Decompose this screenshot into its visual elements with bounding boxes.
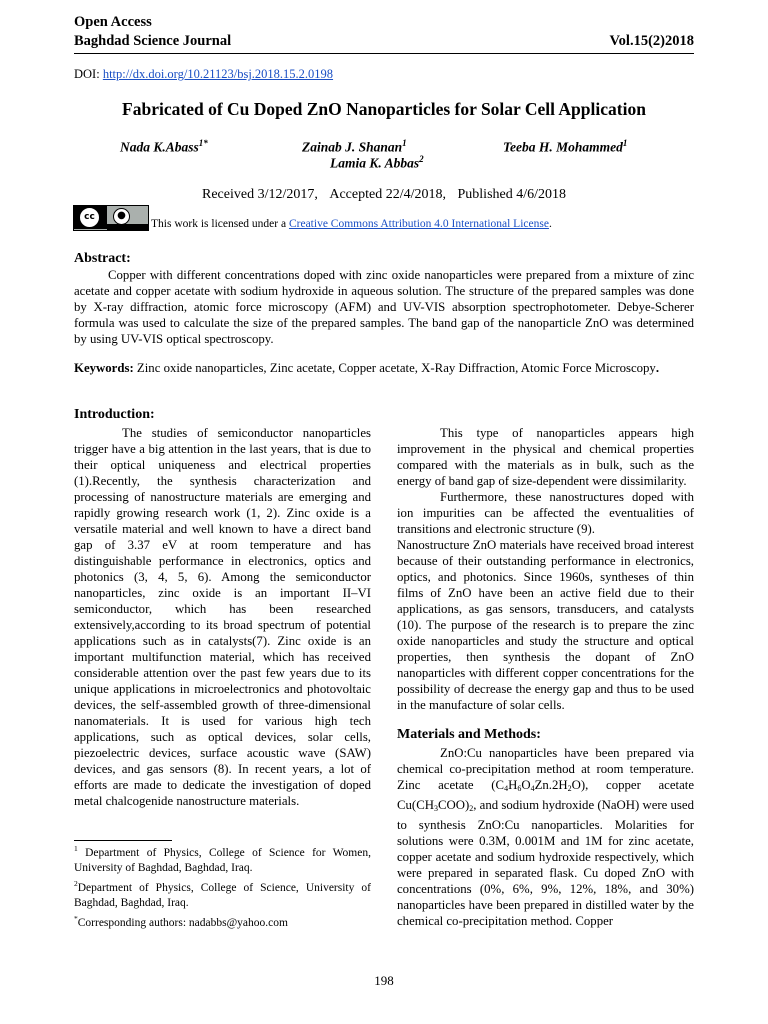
- by-bar: [107, 224, 148, 230]
- author-4: Lamia K. Abbas$^2$: [330, 154, 424, 171]
- abstract-heading: Abstract:: [74, 251, 131, 266]
- doi-line: [74, 67, 333, 82]
- intro-paragraph-4: Nanostructure ZnO materials have received broad interest because of their outstanding performance in electronics, optics, and photonics. Since 1960s, syntheses of thin films of ZnO have been an active field due to their applications, as gas sensors, transducers, and catalysts (10). The purpose of the research is to prepare the zinc oxide nanoparticles and study the structure and optical properties, then synthesis the dopant of ZnO nanoparticles with different copper concentrations for the possibility of decrease the energy gap and thus to be used in the manufacture of solar cells.: [397, 538, 694, 712]
- page-number: 198: [374, 973, 394, 988]
- footnotes: [74, 841, 371, 930]
- methods-paragraph: ZnO:Cu nanoparticles have been prepared via chemical co-precipitation method at room temperature. Zinc acetate $(C_4H_6O_4Zn.2H_2O)$, copper acetate $Cu(CH_3COO)_2$, and sodium hydroxide (NaOH) were used to synthesis ZnO:Cu nanoparticles. Molarities for solutions were 0.3M, 0.001M and 1M for zinc acetate, copper acetate and sodium hydroxide respectively, which were prepared in separated flask. Cu doped ZnO with concentrations (0%, 6%, 9%, 12%, 18%, and 30%) nanoparticles have been prepared in distilled water by the chemical co-precipitation method. Copper: [397, 746, 695, 928]
- journal-volume: Vol.15(2)2018: [609, 33, 694, 49]
- footnote-2: $^2$Department of Physics, College of Science, University of Baghdad, Baghdad, Iraq.: [74, 878, 371, 909]
- published-date: Published 4/6/2018: [457, 187, 567, 202]
- keywords: Keywords: Zinc oxide nanoparticles, Zinc acetate, Copper acetate, X-Ray Diffraction, Atomic Force Microscopy.: [74, 361, 660, 375]
- paper-title: Fabricated of Cu Doped ZnO Nanoparticles for Solar Cell Application: [122, 99, 646, 119]
- author-3: Teeba H. Mohammed$^1$: [503, 138, 628, 155]
- license-link[interactable]: Creative Commons Attribution 4.0 International License: [288, 218, 549, 230]
- right-column: [397, 425, 694, 929]
- keywords-text: Zinc oxide nanoparticles, Zinc acetate, Copper acetate, X-Ray Diffraction, Atomic Force Microscopy: [133, 361, 656, 375]
- received-date: Received 3/12/2017,: [201, 187, 318, 202]
- open-access-label: Open Access: [74, 14, 152, 30]
- abstract-body: Copper with different concentrations doped with zinc oxide nanoparticles were prepared from a mixture of zinc acetate and copper acetate with sodium hydroxide in aqueous solution. The structure of the prepared samples was done by X-ray diffraction, atomic force microscopy (AFM) and UV-VIS absorption spectrophotometer. Debye-Scherer formula was used to calculate the size of the prepared samples. The band gap of the nanoparticle ZnO was determined by using UV-VIS optical spectroscopy.: [74, 268, 694, 346]
- accepted-date: Accepted 22/4/2018,: [329, 187, 446, 202]
- attribution-person-icon: ●: [113, 208, 130, 225]
- introduction-heading: Introduction:: [74, 407, 155, 422]
- left-column: [74, 425, 371, 809]
- doi-label: DOI:: [74, 67, 100, 81]
- journal-name: Baghdad Science Journal: [74, 33, 232, 49]
- intro-paragraph-2: This type of nanoparticles appears high improvement in the physical and chemical properties compared with the materials as in bulk, such as the energy of band gap of size-dependent were dissimilarity.: [397, 426, 694, 488]
- license-note: This work is licensed under a Creative Commons Attribution 4.0 International License.: [151, 218, 552, 230]
- author-1: Nada K.Abass$^{1*}$: [120, 138, 208, 155]
- header-divider: [74, 53, 694, 54]
- intro-paragraph-1: The studies of semiconductor nanoparticles trigger have a big attention in the last years, that is due to their optical uniqueness and electrical properties (1).Recently, the synthesis characterization and processing of nanostructure materials are emerging and rapidly growing research work (1, 2). Zinc oxide is a versatile material and well known to have a direct band gap of 3.37 eV at room temperature and has distinguishable performance in electronics, optics and photonics (3, 4, 5, 6). Among the semiconductor nanoparticles, zinc oxide is an important II–VI semiconductor, which has been researched extensively,according to its broad spectrum of potential applications such as in catalysts(7). Zinc oxide is an important multifunction material, which has received considerable attention over the past few years due to its unique applications in microelectronics and photovoltaic devices, the self-assembled growth of three-dimensional nanomaterials. It is used for various high tech applications, such as optical devices, solar cells, piezoelectric devices, surface acoustic wave (SAW) devices, and gas sensors (8). In recent years, a lot of efforts are made to dedicate the investigation of doped metal chalcogenide nanostructure materials.: [74, 426, 371, 808]
- author-2: Zainab J. Shanan$^1$: [302, 138, 407, 155]
- footnote-corresponding: *Corresponding authors: nadabbs@yahoo.com: [74, 913, 288, 929]
- footnote-1: $^1$ Department of Physics, College of Science for Women, University of Baghdad, Baghdad, Iraq.: [74, 844, 371, 874]
- doi-link[interactable]: http://dx.doi.org/10.21123/bsj.2018.15.2.0198: [102, 67, 334, 81]
- intro-paragraph-3: Furthermore, these nanostructures doped with ion impurities can be affected the eventualities of transitions and electronic structure (9).: [397, 490, 694, 536]
- cc-by-license-icon[interactable]: [73, 205, 149, 231]
- publication-dates: [0, 187, 768, 203]
- methods-heading: Materials and Methods:: [397, 727, 541, 742]
- keywords-label: Keywords:: [74, 361, 134, 375]
- cc-icon: cc: [79, 207, 100, 228]
